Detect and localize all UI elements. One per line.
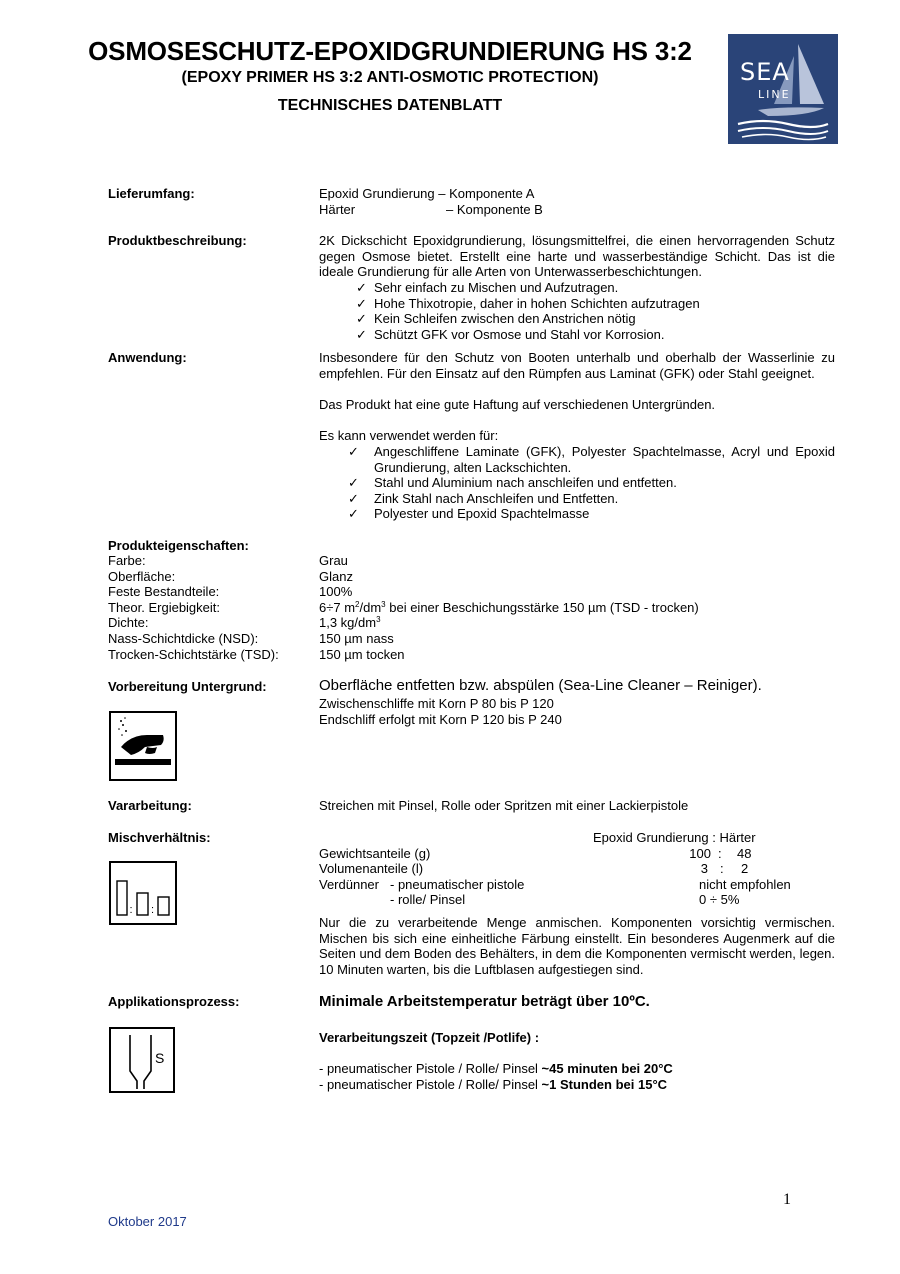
logo-sea-text: SEA [740, 58, 790, 86]
document-subtitle: (EPOXY PRIMER HS 3:2 ANTI-OSMOTIC PROTECTION) [181, 69, 599, 86]
vorbereitung-line2: Zwischenschliffe mit Korn P 80 bis P 120 [319, 696, 554, 711]
mix-row-weight-b: 48 [737, 846, 752, 861]
checkmark-icon: ✓ [348, 444, 359, 459]
list-item: ✓ Stahl und Aluminium nach anschleifen und entfetten. [348, 475, 677, 491]
potlife-title: Verarbeitungszeit (Topzeit /Potlife) : [319, 1030, 540, 1045]
page-number: 1 [783, 1191, 791, 1208]
footer-date: Oktober 2017 [108, 1214, 187, 1229]
logo-line-text: LINE [758, 88, 791, 101]
verarbeitung-text: Streichen mit Pinsel, Rolle oder Spritzen mit einer Lackierpistole [319, 798, 689, 813]
vorbereitung-line1: Oberfläche entfetten bzw. abspülen (Sea-Line Cleaner – Reiniger). [319, 677, 762, 694]
table-row: Theor. Ergiebigkeit: 6÷7 $m^2/dm^3$ bei einer Beschichungsstärke 150 µm (TSD - trocken) [108, 599, 699, 615]
mix-ratio-header: Epoxid Grundierung : Härter [593, 830, 756, 845]
mix-row-volume-b: 2 [741, 861, 749, 876]
potlife-row-2: - pneumatischer Pistole / Rolle/ Pinsel ~1 Stunden bei 15°C [319, 1077, 668, 1092]
thinner-row-roller-label: - rolle/ Pinsel [390, 892, 466, 907]
mischverhaeltnis-text: Nur die zu verarbeitende Menge anmischen. Komponenten vorsichtig vermischen. Mischen bis sich eine einheitliche Färbung einstellt. Ein besonderes Augenmerk auf die Seiten und dem Boden des Behälters, in dem die Komponenten vermischt werden, legen. 10 Minuten warten, bis die Luftblasen aufgestiegen sind. [319, 915, 835, 977]
min-temperature: Minimale Arbeitstemperatur beträgt über 10ºC. [319, 993, 650, 1010]
checkmark-icon: ✓ [356, 295, 367, 311]
properties-table [108, 553, 699, 662]
lieferumfang-label: Lieferumfang: [108, 186, 195, 201]
document-title: OSMOSESCHUTZ-EPOXIDGRUNDIERUNG HS 3:2 [88, 36, 692, 66]
table-row: Trocken-Schichtstärke (TSD): 150 µm tocken [108, 646, 405, 662]
list-item: ✓ Zink Stahl nach Anschleifen und Entfetten. [348, 490, 619, 506]
list-item: ✓ Angeschliffene Laminate (GFK), Polyester Spachtelmasse, Acryl und Epoxid Grundierung, alten Lackschichten. [348, 444, 835, 475]
anwendung-text1: Insbesondere für den Schutz von Booten unterhalb und oberhalb der Wasserlinie zu empfehlen. Für den Einsatz auf den Rümpfen aus Laminat (GFK) oder Stahl geeignet. [319, 350, 835, 381]
ratio-separator: : [151, 904, 155, 916]
mix-row-volume-label: Volumenanteile (l) [319, 861, 424, 876]
lieferumfang-line1: Epoxid Grundierung – Komponente A [319, 186, 535, 201]
document-type: TECHNISCHES DATENBLATT [277, 97, 503, 114]
vorbereitung-label: Vorbereitung Untergrund: [108, 679, 267, 694]
anwendung-text2: Das Produkt hat eine gute Haftung auf verschiedenen Untergründen. [319, 397, 716, 412]
produktbeschreibung-label: Produktbeschreibung: [108, 233, 247, 248]
potlife-row-1: - pneumatischer Pistole / Rolle/ Pinsel ~45 minuten bei 20°C [319, 1061, 673, 1076]
anwendung-label: Anwendung: [108, 350, 187, 365]
thinner-row-roller-value: 0 ÷ 5% [699, 892, 740, 907]
table-row: Nass-Schichtdicke (NSD): 150 µm nass [108, 630, 394, 646]
lieferumfang-line2-right: – Komponente B [446, 202, 543, 217]
thinner-label: Verdünner [319, 877, 379, 892]
thinner-row-spray-value: nicht empfohlen [699, 877, 791, 892]
sailboat-logo-icon [728, 34, 838, 144]
anwendung-text3: Es kann verwendet werden für: [319, 428, 499, 443]
produktbeschreibung-bullets [356, 280, 700, 342]
applikation-label: Applikationsprozess: [108, 994, 240, 1009]
checkmark-icon: ✓ [348, 475, 359, 491]
checkmark-icon: ✓ [348, 506, 359, 522]
sea-line-logo [728, 34, 838, 144]
anwendung-bullets [348, 444, 835, 522]
mix-row-volume-sep: : [720, 861, 724, 876]
checkmark-icon: ✓ [356, 311, 367, 327]
list-item: ✓ Sehr einfach zu Mischen und Aufzutragen. [356, 280, 619, 295]
potlife-container-icon [109, 1027, 175, 1093]
mix-row-weight-label: Gewichtsanteile (g) [319, 846, 431, 861]
potlife-icon-letter: S [155, 1050, 165, 1066]
vorbereitung-line3: Endschliff erfolgt mit Korn P 120 bis P 240 [319, 712, 562, 727]
produkteigenschaften-label: Produkteigenschaften: [108, 538, 249, 553]
lieferumfang-line2-left: Härter [319, 202, 356, 217]
table-row: Oberfläche: Glanz [108, 568, 353, 584]
table-row: Dichte: 1,3 $kg/dm^3$ [108, 615, 381, 631]
list-item: ✓ Hohe Thixotropie, daher in hohen Schichten aufzutragen [356, 295, 700, 311]
produktbeschreibung-text: 2K Dickschicht Epoxidgrundierung, lösungsmittelfrei, die einen hervorragenden Schutz gegen Osmose bietet. Erstellt eine harte und wasserbeständige Schicht. Das ist die ideale Grundierung für alle Arten von Unterwasserbeschichtungen. [319, 233, 835, 280]
ratio-separator: : [129, 904, 133, 916]
mix-row-weight-a: 100 [689, 846, 711, 861]
mixing-ratio-icon [109, 861, 177, 925]
mix-row-weight-sep: : [718, 846, 722, 861]
checkmark-icon: ✓ [356, 326, 367, 342]
checkmark-icon: ✓ [356, 280, 367, 295]
table-row: Feste Bestandteile: 100% [108, 584, 353, 600]
checkmark-icon: ✓ [348, 490, 359, 506]
sanding-icon [109, 711, 177, 781]
list-item: ✓ Polyester und Epoxid Spachtelmasse [348, 506, 590, 522]
thinner-row-spray-label: - pneumatischer pistole [390, 877, 525, 892]
verarbeitung-label: Vararbeitung: [108, 798, 192, 813]
mix-row-volume-a: 3 [700, 861, 708, 876]
mischverhaeltnis-label: Mischverhältnis: [108, 830, 211, 845]
table-row: Farbe: Grau [108, 553, 348, 568]
list-item: ✓ Schützt GFK vor Osmose und Stahl vor Korrosion. [356, 326, 665, 342]
list-item: ✓ Kein Schleifen zwischen den Anstrichen nötig [356, 311, 636, 327]
